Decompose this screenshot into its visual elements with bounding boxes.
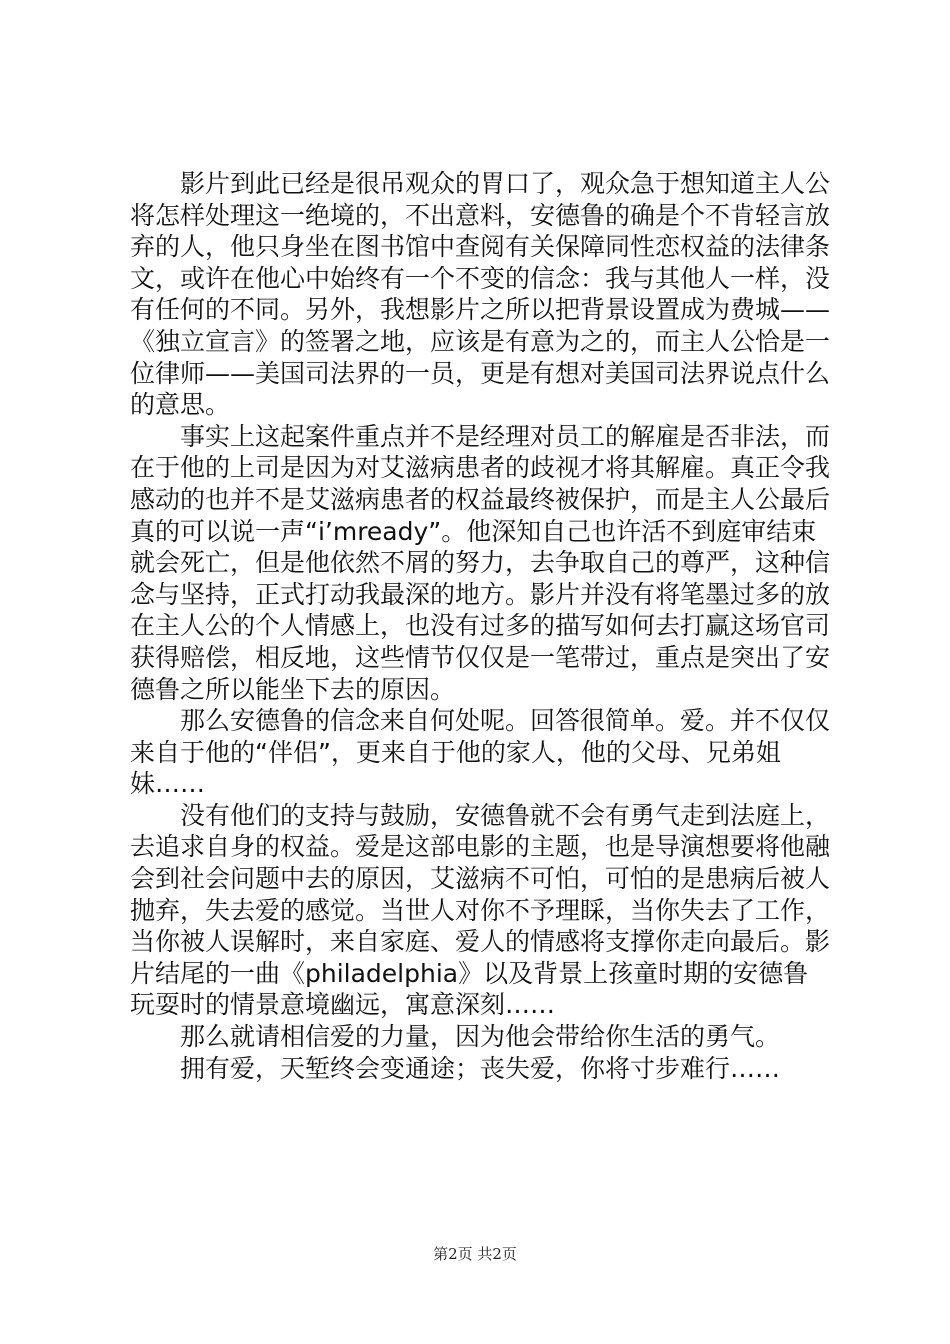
- paragraph-6: 拥有爱，天堑终会变通途；丧失爱，你将寸步难行……: [180, 1053, 781, 1083]
- paragraph-1: 影片到此已经是很吊观众的胃口了，观众急于想知道主人公将怎样处理这一绝境的，不出意料，安德鲁的确是个不肯轻言放弃的人，他只身坐在图书馆中查阅有关保障同性恋权益的法律条文，或许在他心中始终有一个不变的信念：我与其他人一样，没有任何的不同。另外，我想影片之所以把背景设置成为费城——《独立宣言》的签署之地，应该是有意为之的，而主人公恰是一位律师——美国司法界的一员，更是有想对美国司法界说点什么的意思。: [130, 169, 831, 420]
- paragraph-2: 事实上这起案件重点并不是经理对员工的解雇是否非法，而在于他的上司是因为对艾滋病患者的歧视才将其解雇。真正令我感动的也并不是艾滋病患者的权益最终被保护，而是主人公最后真的可以说一声“i’mready”。他深知自己也许活不到庭审结束就会死亡，但是他依然不屑的努力，去争取自己的尊严，这种信念与坚持，正式打动我最深的地方。影片并没有将笔墨过多的放在主人公的个人情感上，也没有过多的描写如何去打赢这场官司获得赔偿，相反地，这些情节仅仅是一笔带过，重点是突出了安德鲁之所以能坐下去的原因。: [130, 421, 831, 704]
- document-body: [130, 168, 830, 1084]
- paragraph-5: 那么就请相信爱的力量，因为他会带给你生活的勇气。: [180, 1022, 781, 1052]
- page-footer: 第2页 共2页: [433, 1245, 517, 1263]
- paragraph-3: 那么安德鲁的信念来自何处呢。回答很简单。爱。并不仅仅来自于他的“伴侣”，更来自于他的家人，他的父母、兄弟姐妹……: [130, 706, 831, 799]
- paragraph-4: 没有他们的支持与鼓励，安德鲁就不会有勇气走到法庭上，去追求自身的权益。爱是这部电影的主题，也是导演想要将他融会到社会问题中去的原因，艾滋病不可怕，可怕的是患病后被人抛弃，失去爱的感觉。当世人对你不予理睬，当你失去了工作，当你被人误解时，来自家庭、爱人的情感将支撑你走向最后。影片结尾的一曲《philadelphia》以及背景上孩童时期的安德鲁玩耍时的情景意境幽远，寓意深刻……: [130, 800, 831, 1020]
